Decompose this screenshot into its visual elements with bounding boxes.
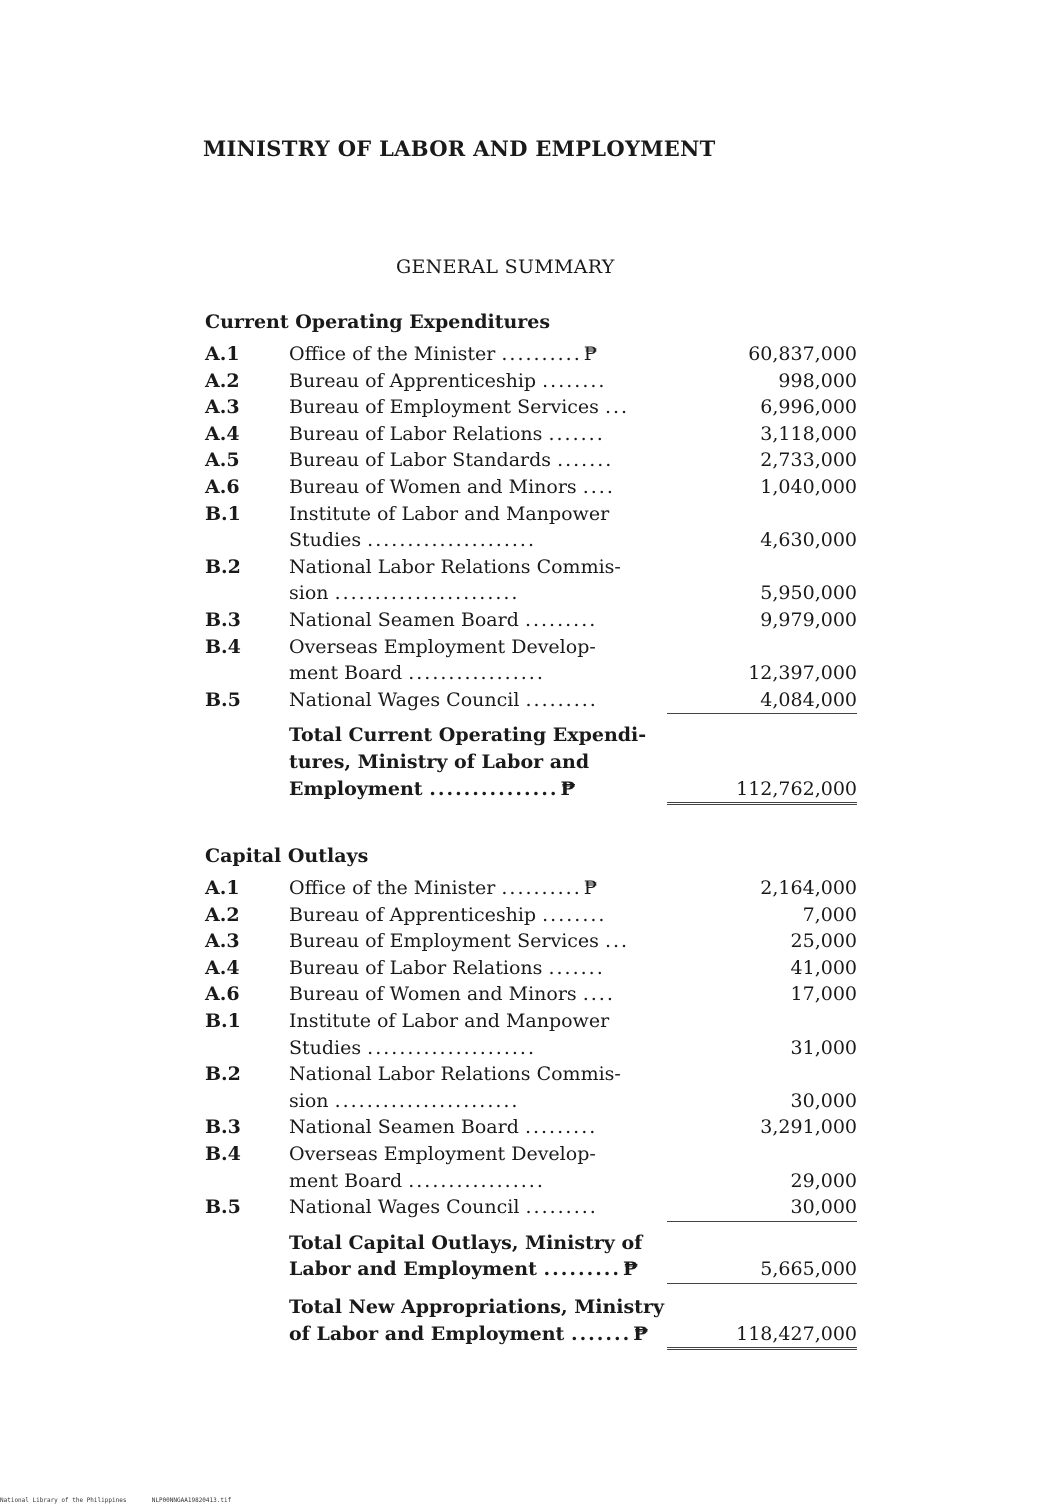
item-code: A.2 — [205, 903, 240, 926]
table-row — [205, 421, 865, 448]
item-amount-cell — [667, 875, 857, 902]
item-label-line — [289, 928, 667, 955]
capital-outlays-section — [205, 845, 865, 1350]
item-code: A.6 — [205, 475, 240, 498]
item-label-text: Bureau of Apprenticeship — [289, 369, 537, 392]
current-operating-rows — [205, 341, 865, 714]
item-label-line — [289, 1035, 667, 1062]
item-code: A.6 — [205, 983, 240, 1006]
item-label-line — [289, 1061, 667, 1088]
item-code: A.5 — [205, 449, 240, 472]
table-row — [205, 447, 865, 474]
item-code: B.5 — [205, 1196, 241, 1219]
item-amount: 4,084,000 — [667, 687, 857, 715]
item-label — [289, 687, 667, 715]
item-label — [289, 394, 667, 421]
leader-dots: ........ — [542, 369, 607, 392]
leader-dots: ........ — [542, 903, 607, 926]
leader-dots: ....... — [557, 449, 614, 472]
item-label — [289, 902, 667, 929]
current-operating-heading: Current Operating Expenditures — [205, 311, 551, 333]
leader-dots: ..................... — [367, 529, 537, 552]
table-row — [205, 875, 865, 902]
item-label-line — [289, 368, 667, 395]
item-amount: 17,000 — [790, 983, 857, 1006]
item-amount-cell — [667, 928, 857, 955]
item-code: A.2 — [205, 369, 240, 392]
spacer — [667, 1008, 857, 1035]
item-amount: 1,040,000 — [760, 475, 857, 498]
total-label-line: of Labor and Employment — [289, 1322, 565, 1345]
item-label — [289, 1194, 667, 1222]
item-amount: 41,000 — [790, 956, 857, 979]
item-amount: 5,950,000 — [760, 582, 857, 605]
item-label-text: National Wages Council — [289, 688, 520, 711]
item-label — [289, 634, 667, 687]
leader-dots: ......... — [525, 688, 598, 711]
total-label-line: Labor and Employment — [289, 1258, 537, 1281]
item-label-line — [289, 554, 667, 581]
item-amount: 7,000 — [802, 903, 857, 926]
leader-dots: ... — [604, 930, 630, 953]
item-label-text: Overseas Employment Develop- — [289, 1142, 596, 1165]
capital-outlays-heading: Capital Outlays — [205, 845, 369, 867]
item-label — [289, 955, 667, 982]
capital-outlays-rows — [205, 875, 865, 1222]
leader-dots: ......... — [524, 608, 598, 631]
item-amount-cell — [667, 687, 857, 715]
item-label-line — [289, 474, 667, 501]
table-row — [205, 902, 865, 929]
item-amount-cell — [667, 368, 857, 395]
peso-sign: ₱ — [623, 1258, 639, 1281]
item-code: B.3 — [205, 1116, 241, 1139]
item-label-text: National Labor Relations Commis- — [289, 1063, 621, 1086]
leader-dots: ....................... — [334, 582, 520, 605]
item-label-text: National Wages Council — [289, 1196, 520, 1219]
total-label-line: Total Current Operating Expendi- — [289, 724, 647, 747]
grand-total — [205, 1294, 865, 1350]
item-code: B.4 — [205, 1142, 241, 1165]
total-label-line: Total Capital Outlays, Ministry of — [289, 1231, 643, 1254]
item-label-text: National Seamen Board — [289, 608, 519, 631]
table-row — [205, 607, 865, 634]
item-amount-cell — [667, 981, 857, 1008]
capital-outlays-total — [205, 1230, 865, 1284]
item-label-line — [289, 1008, 667, 1035]
item-amount-cell — [667, 394, 857, 421]
item-label-text: Studies — [289, 1036, 362, 1059]
item-label — [289, 607, 667, 634]
item-amount-cell — [667, 1194, 857, 1222]
item-label — [289, 341, 667, 368]
item-label-line — [289, 1194, 667, 1221]
item-label-line — [289, 1088, 667, 1115]
item-label-text: Overseas Employment Develop- — [289, 635, 596, 658]
item-amount: 31,000 — [790, 1036, 857, 1059]
item-label-text: Bureau of Labor Standards — [289, 449, 552, 472]
item-amount-cell — [667, 421, 857, 448]
item-label-line — [289, 660, 667, 687]
item-label-line — [289, 902, 667, 929]
item-label-text: Office of the Minister — [289, 877, 496, 899]
section-title: GENERAL SUMMARY — [396, 256, 615, 278]
item-label-line — [289, 955, 667, 982]
item-code: B.2 — [205, 1063, 241, 1086]
item-label-line — [289, 607, 667, 634]
item-label-text: Bureau of Labor Relations — [289, 956, 543, 979]
item-label-text: sion — [289, 1089, 329, 1112]
table-row — [205, 1061, 865, 1114]
item-label — [289, 1141, 667, 1194]
item-label-line — [289, 1141, 667, 1168]
leader-dots: ....... — [570, 1322, 632, 1345]
item-label-text: Studies — [289, 529, 362, 552]
leader-dots: ..................... — [367, 1036, 537, 1059]
item-code: B.5 — [205, 688, 241, 711]
item-amount-cell — [667, 607, 857, 634]
item-label-text: Institute of Labor and Manpower — [289, 1009, 610, 1032]
peso-sign: ₱ — [583, 343, 598, 365]
item-code: B.2 — [205, 555, 241, 578]
item-label-line — [289, 1114, 667, 1141]
grand-total-amount: 118,427,000 — [667, 1321, 857, 1351]
leader-dots: .... — [582, 475, 615, 498]
item-amount-cell — [667, 1141, 857, 1194]
item-label-text: National Seamen Board — [289, 1116, 519, 1139]
spacer — [667, 1141, 857, 1168]
table-row — [205, 501, 865, 554]
item-code: B.1 — [205, 502, 241, 525]
spacer — [667, 1061, 857, 1088]
leader-dots: ....... — [548, 422, 605, 445]
total-amount: 5,665,000 — [667, 1256, 857, 1284]
item-label-text: Bureau of Women and Minors — [289, 475, 577, 498]
item-amount: 998,000 — [778, 369, 857, 392]
table-row — [205, 955, 865, 982]
item-label-line — [289, 981, 667, 1008]
leader-dots: ......... — [524, 1116, 598, 1139]
item-label — [289, 501, 667, 554]
leader-dots: ............... — [429, 777, 559, 800]
total-label-line: Employment — [289, 777, 423, 800]
item-code: A.1 — [205, 343, 240, 365]
item-label-text: Bureau of Employment Services — [289, 396, 599, 419]
table-row — [205, 1114, 865, 1141]
table-row — [205, 687, 865, 715]
spacer — [667, 634, 857, 661]
peso-sign: ₱ — [583, 877, 598, 899]
peso-sign: ₱ — [560, 777, 576, 800]
table-row — [205, 1008, 865, 1061]
item-amount: 9,979,000 — [760, 608, 857, 631]
leader-dots: .......... — [501, 343, 582, 365]
item-amount-cell — [667, 554, 857, 607]
scan-footer — [0, 1497, 231, 1504]
item-label — [289, 981, 667, 1008]
item-amount: 6,996,000 — [760, 396, 857, 419]
leader-dots: ....................... — [334, 1089, 520, 1112]
item-label-text: sion — [289, 582, 329, 605]
item-code: A.3 — [205, 396, 240, 419]
item-label — [289, 875, 667, 902]
item-amount: 12,397,000 — [748, 662, 857, 685]
item-label-line — [289, 394, 667, 421]
table-row — [205, 474, 865, 501]
item-label-text: Bureau of Employment Services — [289, 930, 599, 953]
leader-dots: .......... — [501, 877, 582, 899]
item-label-text: ment Board — [289, 1169, 403, 1192]
leader-dots: ................. — [408, 662, 545, 685]
item-code: B.3 — [205, 608, 241, 631]
item-amount-cell — [667, 341, 857, 368]
table-row — [205, 1194, 865, 1222]
item-label-line — [289, 1168, 667, 1195]
item-label — [289, 1114, 667, 1141]
total-label-line: Total New Appropriations, Ministry — [289, 1295, 665, 1318]
table-row — [205, 341, 865, 368]
item-label — [289, 474, 667, 501]
item-amount-cell — [667, 1061, 857, 1114]
item-label-line — [289, 875, 667, 902]
item-code: B.4 — [205, 635, 241, 658]
item-label-text: National Labor Relations Commis- — [289, 555, 621, 578]
item-amount-cell — [667, 634, 857, 687]
item-label-text: Bureau of Apprenticeship — [289, 903, 537, 926]
item-label-line — [289, 580, 667, 607]
item-code: A.1 — [205, 877, 240, 899]
item-label — [289, 928, 667, 955]
library-credit: National Library of the Philippines — [0, 1497, 127, 1504]
table-row — [205, 554, 865, 607]
leader-dots: ......... — [525, 1196, 598, 1219]
leader-dots: ... — [604, 396, 630, 419]
item-amount-cell — [667, 955, 857, 982]
item-label-text: Bureau of Women and Minors — [289, 983, 577, 1006]
item-amount: 2,733,000 — [760, 449, 857, 472]
current-operating-total — [205, 722, 865, 805]
item-label-line — [289, 687, 667, 714]
page-title: MINISTRY OF LABOR AND EMPLOYMENT — [203, 136, 716, 161]
file-name: NLP00NNGAA19820413.tif — [151, 1497, 232, 1504]
current-operating-section — [205, 311, 865, 805]
item-label-text: Office of the Minister — [289, 343, 496, 365]
item-amount: 3,291,000 — [760, 1116, 857, 1139]
item-amount-cell — [667, 1114, 857, 1141]
item-label-line — [289, 634, 667, 661]
item-label-text: Bureau of Labor Relations — [289, 422, 543, 445]
table-row — [205, 394, 865, 421]
item-label-line — [289, 447, 667, 474]
item-label-line — [289, 501, 667, 528]
item-label-text: ment Board — [289, 662, 403, 685]
item-label-line — [289, 421, 667, 448]
spacer — [667, 501, 857, 528]
item-amount-cell — [667, 474, 857, 501]
item-code: A.4 — [205, 422, 240, 445]
item-label — [289, 421, 667, 448]
leader-dots: .... — [582, 983, 615, 1006]
item-amount: 4,630,000 — [760, 529, 857, 552]
item-code: B.1 — [205, 1009, 241, 1032]
item-amount: 2,164,000 — [760, 877, 857, 899]
table-row — [205, 634, 865, 687]
item-label-line — [289, 341, 667, 368]
table-row — [205, 928, 865, 955]
item-code: A.4 — [205, 956, 240, 979]
item-label — [289, 554, 667, 607]
item-amount: 25,000 — [790, 930, 857, 953]
item-label-text: Institute of Labor and Manpower — [289, 502, 610, 525]
item-amount: 29,000 — [790, 1169, 857, 1192]
item-code: A.3 — [205, 930, 240, 953]
leader-dots: ................. — [408, 1169, 545, 1192]
item-amount-cell — [667, 902, 857, 929]
item-amount-cell — [667, 1008, 857, 1061]
item-label — [289, 1061, 667, 1114]
peso-sign: ₱ — [633, 1322, 649, 1345]
item-amount-cell — [667, 447, 857, 474]
item-amount: 3,118,000 — [760, 422, 857, 445]
item-label — [289, 447, 667, 474]
table-row — [205, 368, 865, 395]
leader-dots: ......... — [543, 1258, 622, 1281]
total-amount: 112,762,000 — [667, 776, 857, 806]
item-amount: 60,837,000 — [748, 343, 857, 365]
item-amount-cell — [667, 501, 857, 554]
spacer — [667, 554, 857, 581]
table-row — [205, 981, 865, 1008]
total-label-line: tures, Ministry of Labor and — [289, 750, 590, 773]
table-row — [205, 1141, 865, 1194]
leader-dots: ....... — [548, 956, 605, 979]
item-label — [289, 1008, 667, 1061]
item-label — [289, 368, 667, 395]
item-amount: 30,000 — [790, 1089, 857, 1112]
item-label-line — [289, 527, 667, 554]
item-amount: 30,000 — [667, 1194, 857, 1222]
